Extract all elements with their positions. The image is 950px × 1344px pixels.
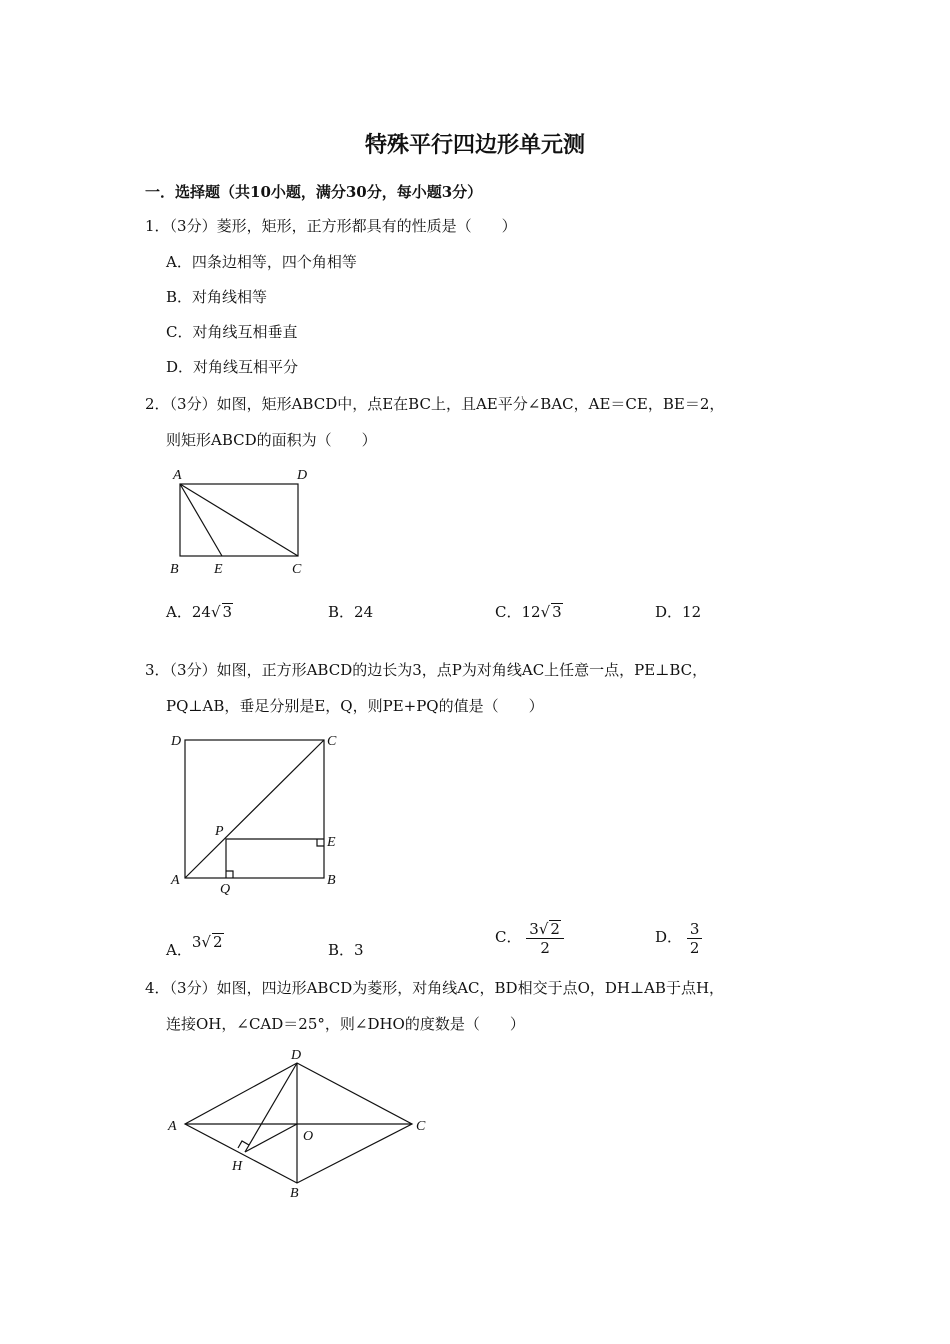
- fig4-label-d: D: [291, 1048, 302, 1063]
- section-heading: 一．选择题（共10小题，满分30分，每小题3分）: [145, 183, 483, 201]
- question-2-text-line2: 则矩形ABCD的面积为（ ）: [166, 431, 377, 449]
- figure-q4-rhombus: [185, 1063, 412, 1183]
- fig3-label-a: A: [171, 873, 180, 888]
- fig4-label-b: B: [290, 1186, 299, 1201]
- q2-option-c: C．12√ 3: [495, 603, 562, 621]
- fig4-label-c: C: [416, 1119, 426, 1134]
- q3-option-b: B．3: [328, 941, 364, 959]
- q2-option-d: D．12: [655, 603, 702, 621]
- fig2-label-b: B: [170, 562, 179, 577]
- q3-option-a: A．3√ 2: [166, 933, 223, 959]
- fig3-label-d: D: [171, 734, 182, 749]
- fig2-label-d: D: [297, 468, 308, 483]
- q1-option-c: C．对角线互相垂直: [166, 323, 298, 341]
- question-3-text: 3．（3分）如图，正方形ABCD的边长为3，点P为对角线AC上任意一点，PE⊥BC，: [145, 661, 708, 679]
- question-2-text: 2．（3分）如图，矩形ABCD中，点E在BC上，且AE平分∠BAC，AE＝CE，BE＝2，: [145, 395, 725, 413]
- fig2-label-c: C: [292, 562, 302, 577]
- fig4-label-a: A: [168, 1119, 177, 1134]
- q1-option-b: B．对角线相等: [166, 288, 268, 306]
- fig2-label-a: A: [173, 468, 182, 483]
- q2-option-b: B．24: [328, 603, 374, 621]
- fig3-label-e: E: [327, 835, 336, 850]
- question-3-text-line2: PQ⊥AB，垂足分别是E，Q，则PE+PQ的值是（ ）: [166, 697, 544, 715]
- question-1-text: 1．（3分）菱形，矩形，正方形都具有的性质是（ ）: [145, 217, 517, 235]
- fig3-label-q: Q: [220, 882, 231, 897]
- figure-q2-rectangle: [180, 484, 298, 556]
- figure-q3-square: [185, 740, 324, 878]
- page-title: 特殊平行四边形单元测: [364, 132, 585, 158]
- q1-option-a: A．四条边相等，四个角相等: [166, 253, 357, 271]
- fig3-label-b: B: [327, 873, 336, 888]
- fig3-label-p: P: [215, 824, 224, 839]
- q3-option-c: C． $\frac{3√ 2}{2}$: [495, 914, 564, 960]
- q1-option-d: D．对角线互相平分: [166, 358, 299, 376]
- question-4-text-line2: 连接OH，∠CAD＝25°，则∠DHO的度数是（ ）: [166, 1015, 525, 1033]
- fig3-label-c: C: [327, 734, 337, 749]
- fig2-label-e: E: [214, 562, 223, 577]
- question-4-text: 4．（3分）如图，四边形ABCD为菱形，对角线AC，BD相交于点O，DH⊥AB于点H，: [145, 979, 725, 997]
- fig4-label-h: H: [232, 1159, 243, 1174]
- fig4-label-o: O: [303, 1129, 314, 1144]
- q2-option-a: A．24√ 3: [166, 603, 233, 621]
- q3-option-d: D． $\frac{3}{2}$: [655, 914, 702, 960]
